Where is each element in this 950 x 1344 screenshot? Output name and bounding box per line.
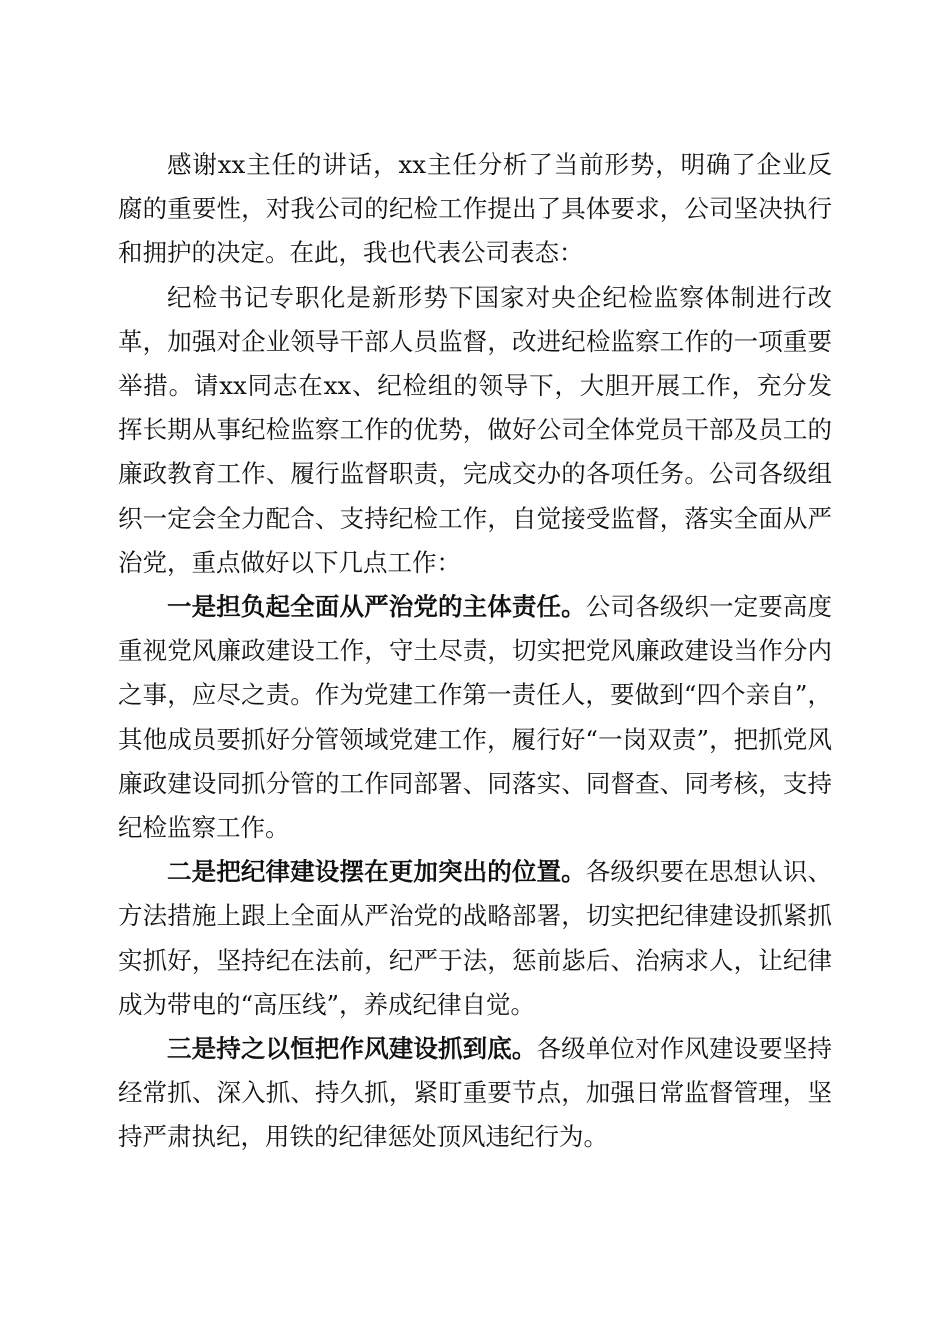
paragraph-point-two [118,850,832,1027]
paragraph-text: 公司各级织一定要高度重视党风廉政建设工作，守土尽责，切实把党风廉政建设当作分内之事，应尽之责。作为党建工作第一责任人，要做到“四个亲自”，其他成员要抓好分管领域党建工作，履行好“一岗双责”，把抓党风廉政建设同抓分管的工作同部署、同落实、同督查、同考核，支持纪检监察工作。 [118,592,833,843]
paragraph-text: 各级单位对作风建设要坚持经常抓、深入抓、持久抓，紧盯重要节点，加强日常监督管理，坚持严肃执纪，用铁的纪律惩处顶风违纪行为。 [118,1034,833,1152]
paragraph-point-three [118,1027,832,1160]
paragraph-text: 感谢xx主任的讲话，xx主任分析了当前形势，明确了企业反腐的重要性，对我公司的纪检工作提出了具体要求，公司坚决执行和拥护的决定。在此，我也代表公司表态： [118,150,832,268]
document-body [118,143,832,1160]
paragraph-lead: 一是担负起全面从严治党的主体责任。 [167,592,586,622]
paragraph-lead: 三是持之以恒把作风建设抓到底。 [167,1034,537,1064]
paragraph-lead: 二是把纪律建设摆在更加突出的位置。 [167,857,586,887]
paragraph-text: 纪检书记专职化是新形势下国家对央企纪检监察体制进行改革，加强对企业领导干部人员监督，改进纪检监察工作的一项重要举措。请xx同志在xx、纪检组的领导下，大胆开展工作，充分发挥长期从事纪检监察工作的优势，做好公司全体党员干部及员工的廉政教育工作、履行监督职责，完成交办的各项任务。公司各级组织一定会全力配合、支持纪检工作，自觉接受监督，落实全面从严治党，重点做好以下几点工作： [118,282,832,577]
paragraph-text: 各级织要在思想认识、方法措施上跟上全面从严治党的战略部署，切实把纪律建设抓紧抓实抓好，坚持纪在法前，纪严于法，惩前毖后、治病求人，让纪律成为带电的“高压线”，养成纪律自觉。 [118,857,833,1019]
paragraph-reform [118,276,832,585]
paragraph-thanks [118,143,832,276]
paragraph-point-one [118,585,832,850]
